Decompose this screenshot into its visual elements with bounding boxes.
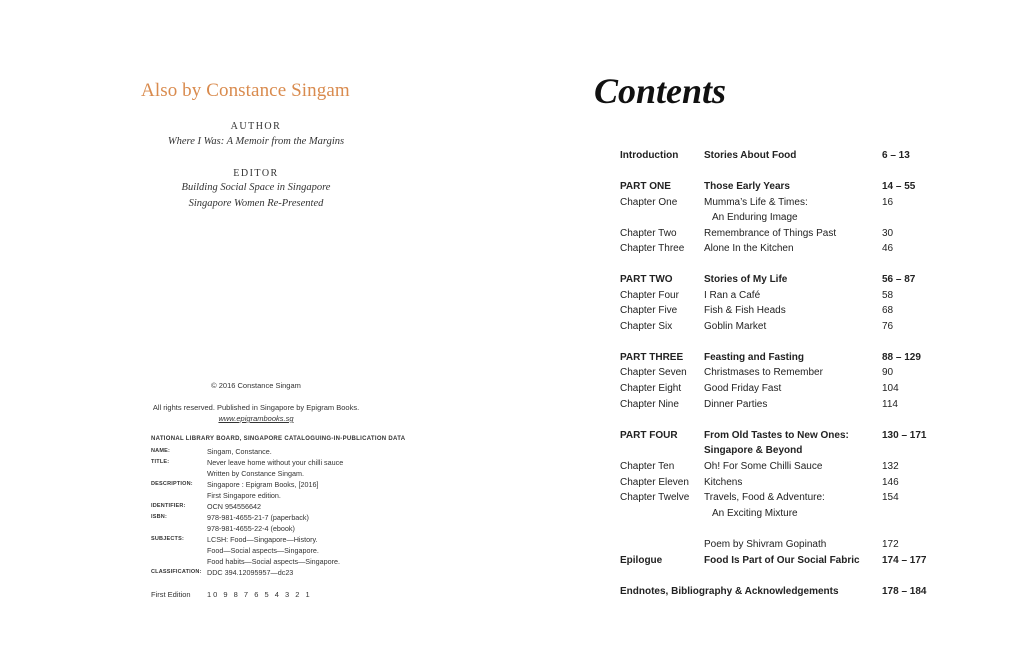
toc-section-label: Chapter Eleven <box>620 477 689 488</box>
cip-key: SUBJECTS: <box>151 536 184 542</box>
cip-row <box>151 524 451 535</box>
toc-page-range: 178 – 184 <box>882 586 927 597</box>
edition-line <box>151 590 312 599</box>
toc-title: Food Is Part of Our Social Fabric <box>704 555 860 566</box>
toc-row <box>620 508 950 524</box>
cip-value: Food habits—Social aspects—Singapore. <box>207 557 341 566</box>
toc-page-range: 132 <box>882 461 899 472</box>
cip-value: 978-981-4655-21-7 (paperback) <box>207 513 309 522</box>
toc-title: Stories About Food <box>704 150 797 161</box>
cip-row <box>151 480 451 491</box>
also-by-title: Also by Constance Singam <box>141 80 350 101</box>
editor-label: EDITOR <box>233 168 279 179</box>
cip-value: Food—Social aspects—Singapore. <box>207 546 319 555</box>
cip-row <box>151 502 451 513</box>
toc-section-label: PART THREE <box>620 352 684 363</box>
toc-row <box>620 399 950 415</box>
toc-row <box>620 321 950 337</box>
toc-row <box>620 197 950 213</box>
toc-section-label: Introduction <box>620 150 679 161</box>
toc-page-range: 14 – 55 <box>882 181 916 192</box>
toc-row <box>620 445 950 461</box>
cip-row <box>151 447 451 458</box>
toc-section-label: Chapter Six <box>620 321 673 332</box>
cip-key: TITLE: <box>151 459 170 465</box>
editor-book: Singapore Women Re-Presented <box>188 198 324 209</box>
edition-label: First Edition <box>151 590 191 599</box>
toc-title: Fish & Fish Heads <box>704 305 786 316</box>
toc-page-range: 68 <box>882 305 894 316</box>
toc-section-label: Chapter Two <box>620 228 677 239</box>
toc-row <box>620 477 950 493</box>
toc-section-label: Chapter Ten <box>620 461 675 472</box>
contents-title: Contents <box>594 71 727 111</box>
toc-row <box>620 150 950 166</box>
toc-page-range: 30 <box>882 228 894 239</box>
toc-row <box>620 181 950 197</box>
toc-row <box>620 243 950 259</box>
toc-page-range: 16 <box>882 197 894 208</box>
toc-row <box>620 212 950 228</box>
cip-row <box>151 557 451 568</box>
toc-row <box>620 461 950 477</box>
toc-section-label: Chapter Eight <box>620 383 682 394</box>
toc-title: Travels, Food & Adventure: <box>704 492 825 503</box>
toc-title: Those Early Years <box>704 181 790 192</box>
toc-row <box>620 274 950 290</box>
toc-section-label: Epilogue <box>620 555 663 566</box>
cip-key: DESCRIPTION: <box>151 481 193 487</box>
toc-page-range: 56 – 87 <box>882 274 916 285</box>
toc-row <box>620 352 950 368</box>
cip-heading: NATIONAL LIBRARY BOARD, SINGAPORE CATALOGUING-IN-PUBLICATION DATA <box>151 436 406 442</box>
cip-value: LCSH: Food—Singapore—History. <box>207 535 318 544</box>
cip-value: Never leave home without your chilli sauce <box>207 458 344 467</box>
toc-title: An Enduring Image <box>712 212 798 223</box>
toc-title: Singapore & Beyond <box>704 445 803 456</box>
toc-title: An Exciting Mixture <box>712 508 798 519</box>
toc-title: I Ran a Café <box>704 290 761 301</box>
toc-title: Remembrance of Things Past <box>704 228 837 239</box>
toc-row <box>620 430 950 446</box>
toc-row <box>620 539 950 555</box>
cip-value: Singam, Constance. <box>207 447 272 456</box>
cip-row <box>151 546 451 557</box>
toc-title: Kitchens <box>704 477 743 488</box>
toc-page-range: 88 – 129 <box>882 352 921 363</box>
toc-section-label: Chapter Three <box>620 243 685 254</box>
website-link[interactable]: www.epigrambooks.sg <box>218 414 294 423</box>
toc-section-label: Endnotes, Bibliography & Acknowledgements <box>620 586 839 597</box>
toc-page-range: 154 <box>882 492 899 503</box>
cip-row <box>151 491 451 502</box>
cip-row <box>151 458 451 469</box>
cip-value: First Singapore edition. <box>207 491 281 500</box>
cip-key: NAME: <box>151 448 171 454</box>
toc-title: From Old Tastes to New Ones: <box>704 430 849 441</box>
toc-page-range: 104 <box>882 383 899 394</box>
right-page <box>512 0 1024 669</box>
toc-row <box>620 228 950 244</box>
toc-section-label: PART TWO <box>620 274 673 285</box>
toc-section-label: Chapter One <box>620 197 678 208</box>
toc-page-range: 90 <box>882 367 894 378</box>
toc-title: Stories of My Life <box>704 274 788 285</box>
toc-page-range: 114 <box>882 399 898 410</box>
toc-section-label: Chapter Five <box>620 305 678 316</box>
toc-row <box>620 555 950 571</box>
toc-section-label: Chapter Nine <box>620 399 679 410</box>
copyright-line: © 2016 Constance Singam <box>211 381 301 390</box>
author-book: Where I Was: A Memoir from the Margins <box>167 136 345 147</box>
toc-section-label: Chapter Seven <box>620 367 687 378</box>
toc-section-label: Chapter Four <box>620 290 679 301</box>
cip-value: 978-981-4655-22-4 (ebook) <box>207 524 295 533</box>
toc-row <box>620 290 950 306</box>
toc-page-range: 174 – 177 <box>882 555 927 566</box>
edition-numbers: 10 9 8 7 6 5 4 3 2 1 <box>207 590 312 599</box>
editor-book: Building Social Space in Singapore <box>181 182 331 193</box>
cip-row <box>151 568 451 579</box>
toc-title: Poem by Shivram Gopinath <box>704 539 827 550</box>
cip-value: Written by Constance Singam. <box>207 469 304 478</box>
toc-row <box>620 586 950 602</box>
cip-key: ISBN: <box>151 514 167 520</box>
cip-key: IDENTIFIER: <box>151 503 186 509</box>
toc-page-range: 146 <box>882 477 899 488</box>
toc-title: Mumma’s Life & Times: <box>704 197 808 208</box>
toc-row <box>620 305 950 321</box>
author-label: AUTHOR <box>230 121 282 132</box>
cip-row <box>151 513 451 524</box>
toc-title: Feasting and Fasting <box>704 352 805 363</box>
toc-page-range: 58 <box>882 290 894 301</box>
rights-line: All rights reserved. Published in Singapore by Epigram Books. <box>152 403 360 412</box>
toc-row <box>620 492 950 508</box>
cip-value: OCN 954556642 <box>207 502 261 511</box>
toc-title: Christmases to Remember <box>704 367 823 378</box>
toc-page-range: 130 – 171 <box>882 430 927 441</box>
toc-page-range: 46 <box>882 243 894 254</box>
toc-page-range: 172 <box>882 539 899 550</box>
cip-value: Singapore : Epigram Books, [2016] <box>207 480 319 489</box>
toc-title: Alone In the Kitchen <box>704 243 794 254</box>
cip-row <box>151 535 451 546</box>
toc-section-label: Chapter Twelve <box>620 492 690 503</box>
toc-page-range: 6 – 13 <box>882 150 910 161</box>
toc-title: Oh! For Some Chilli Sauce <box>704 461 823 472</box>
toc-title: Goblin Market <box>704 321 767 332</box>
toc-row <box>620 383 950 399</box>
toc-title: Dinner Parties <box>704 399 768 410</box>
cip-row <box>151 469 451 480</box>
toc-title: Good Friday Fast <box>704 383 782 394</box>
toc-section-label: PART FOUR <box>620 430 678 441</box>
cip-value: DDC 394.12095957—dc23 <box>207 568 294 577</box>
toc-section-label: PART ONE <box>620 181 671 192</box>
toc-page-range: 76 <box>882 321 894 332</box>
toc-row <box>620 367 950 383</box>
cip-key: CLASSIFICATION: <box>151 569 202 575</box>
